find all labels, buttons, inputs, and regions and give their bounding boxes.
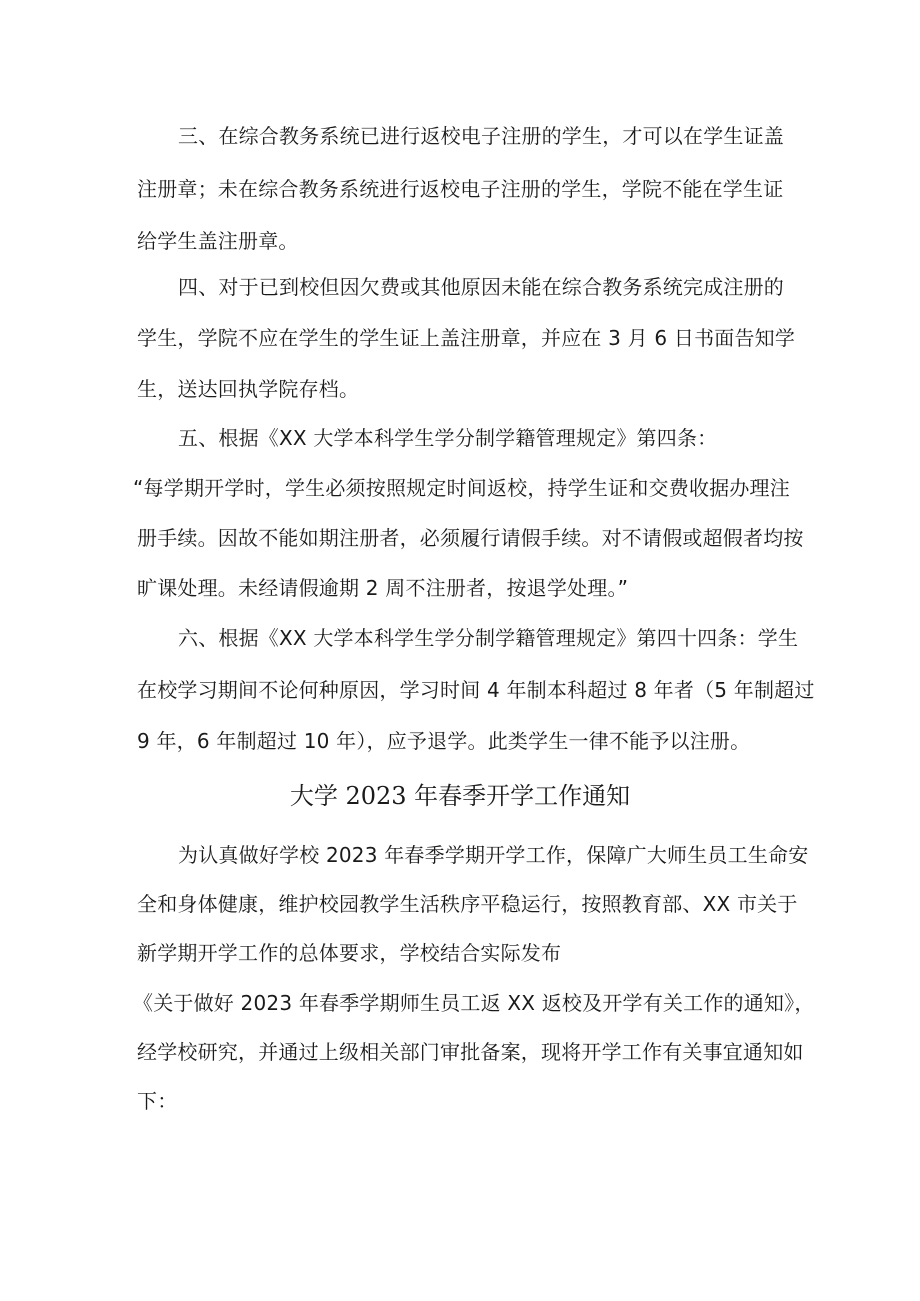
intro-line-4: 《关于做好 2023 年春季学期师生员工返 XX 返校及开学有关工作的通知》，: [133, 991, 815, 1015]
paragraph-4-line-1: 四、对于已到校但因欠费或其他原因未能在综合教务系统完成注册的: [178, 275, 784, 299]
intro-line-1: 为认真做好学校 2023 年春季学期开学工作，保障广大师生员工生命安: [178, 843, 809, 867]
intro-line-3: 新学期开学工作的总体要求，学校结合实际发布: [137, 941, 562, 965]
paragraph-5-line-1: 五、根据《XX 大学本科学生学分制学籍管理规定》第四条：: [178, 426, 718, 450]
paragraph-5-line-3: 册手续。因故不能如期注册者，必须履行请假手续。对不请假或超假者均按: [137, 526, 804, 550]
paragraph-5-line-4: 旷课处理。未经请假逾期 2 周不注册者，按退学处理。”: [137, 576, 629, 600]
paragraph-3-line-3: 给学生盖注册章。: [137, 229, 299, 253]
paragraph-3-line-2: 注册章；未在综合教务系统进行返校电子注册的学生，学院不能在学生证: [137, 177, 784, 201]
paragraph-6-line-2: 在校学习期间不论何种原因，学习时间 4 年制本科超过 8 年者（5 年制超过: [137, 678, 815, 702]
document-title: 大学 2023 年春季开学工作通知: [289, 782, 631, 810]
paragraph-6-line-3: 9 年，6 年制超过 10 年），应予退学。此类学生一律不能予以注册。: [137, 729, 751, 753]
intro-line-2: 全和身体健康，维护校园教学生活秩序平稳运行，按照教育部、XX 市关于: [137, 892, 798, 916]
paragraph-4-line-3: 生，送达回执学院存档。: [137, 377, 360, 401]
paragraph-6-line-1: 六、根据《XX 大学本科学生学分制学籍管理规定》第四十四条：学生: [178, 626, 799, 650]
paragraph-5-line-2: “每学期开学时，学生必须按照规定时间返校，持学生证和交费收据办理注: [133, 476, 790, 500]
paragraph-3-line-1: 三、在综合教务系统已进行返校电子注册的学生，才可以在学生证盖: [178, 124, 784, 148]
intro-line-6: 下：: [137, 1089, 178, 1113]
intro-line-5: 经学校研究，并通过上级相关部门审批备案，现将开学工作有关事宜通知如: [137, 1040, 804, 1064]
paragraph-4-line-2: 学生，学院不应在学生的学生证上盖注册章，并应在 3 月 6 日书面告知学: [137, 326, 796, 350]
